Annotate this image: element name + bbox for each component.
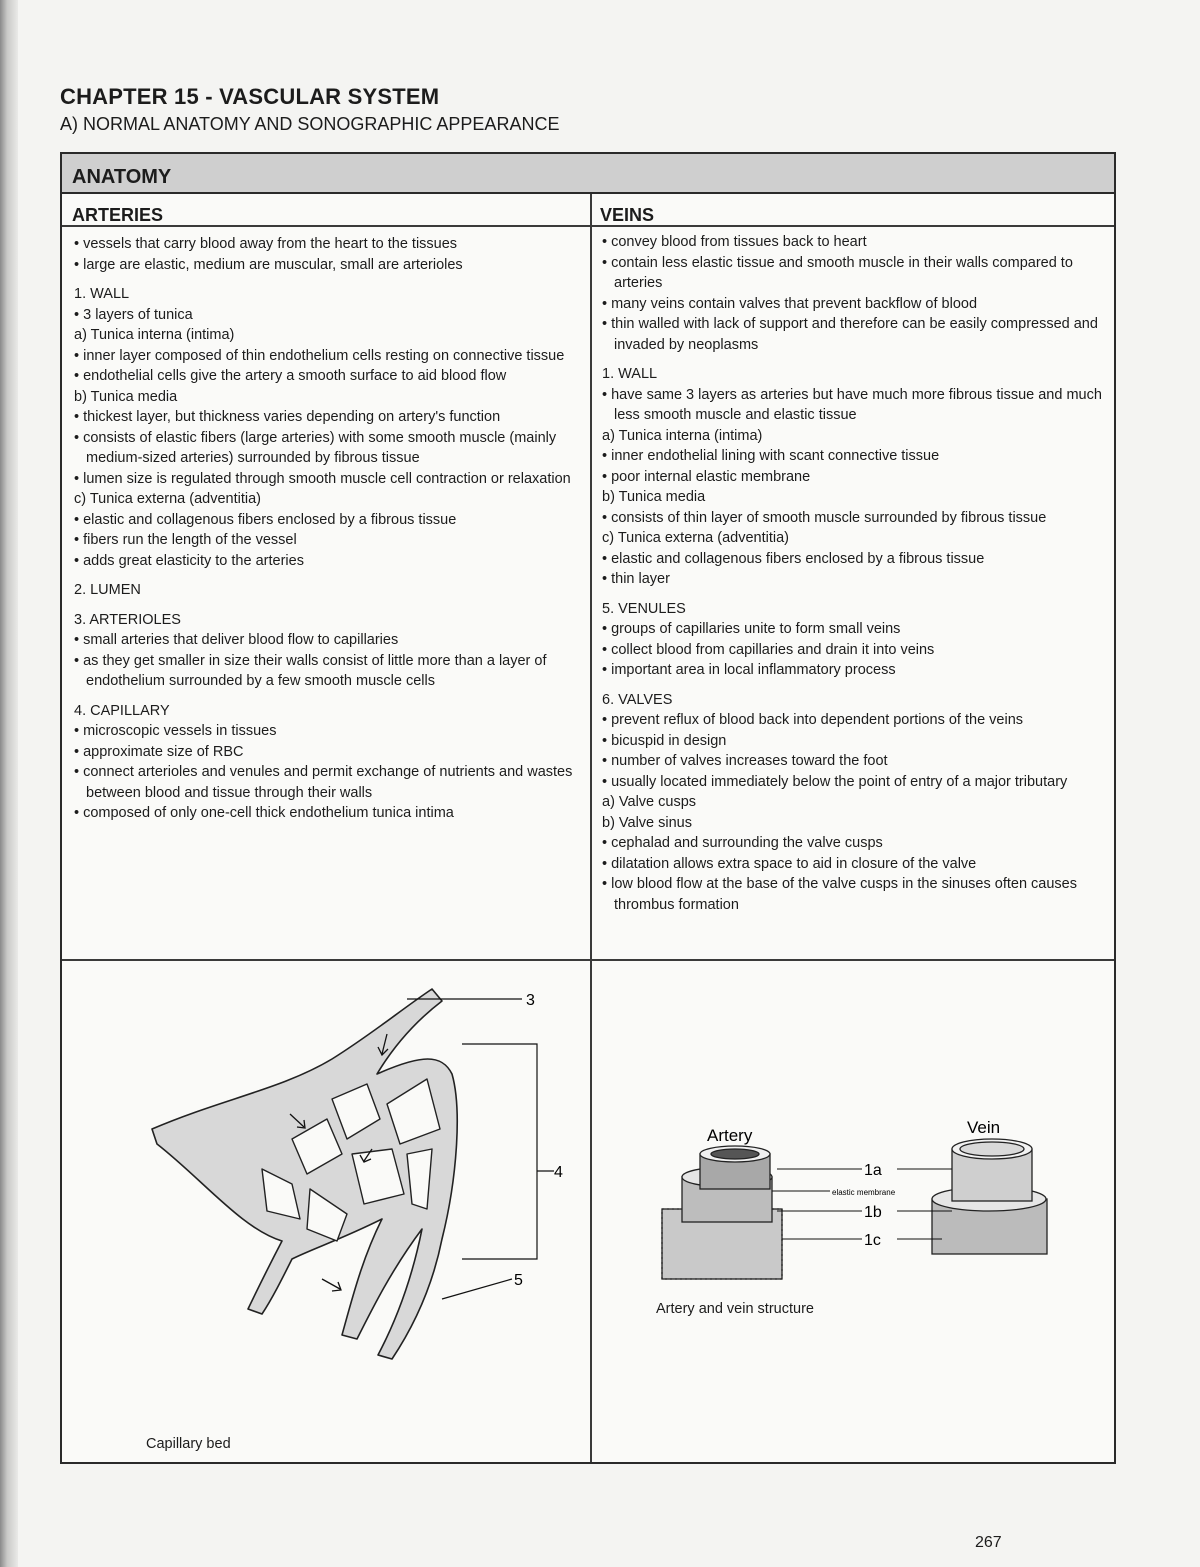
layer-label-1a: 1a bbox=[864, 1162, 882, 1179]
subheading: b) Tunica media bbox=[602, 489, 706, 505]
vein-drawing bbox=[932, 1139, 1047, 1254]
list-item: • large are elastic, medium are muscular, small are arterioles bbox=[74, 256, 463, 273]
list-item: • 3 layers of tunica bbox=[74, 306, 193, 323]
capillary-label-5: 5 bbox=[514, 1272, 523, 1289]
subheading: 5. VENULES bbox=[602, 600, 686, 617]
book-spine-shadow bbox=[0, 0, 18, 1567]
list-item: • adds great elasticity to the arteries bbox=[74, 552, 304, 569]
list-item: • microscopic vessels in tissues bbox=[74, 723, 277, 739]
page-number: 267 bbox=[975, 1534, 1002, 1551]
list-item: • thickest layer, but thickness varies depending on artery's function bbox=[74, 409, 501, 425]
list-item: • poor internal elastic membrane bbox=[602, 468, 811, 485]
header-rule bbox=[62, 225, 1114, 227]
list-item: • important area in local inflammatory process bbox=[602, 662, 896, 678]
veins-heading: VEINS bbox=[600, 205, 655, 225]
capillary-label-3: 3 bbox=[526, 992, 535, 1009]
list-item: • consists of elastic fibers (large arteries) with some smooth muscle (mainly medium-sized arteries) surrounded by fibrous tissue bbox=[74, 429, 557, 466]
list-item: • many veins contain valves that prevent backflow of blood bbox=[602, 295, 978, 312]
elastic-membrane-label: elastic membrane bbox=[832, 1188, 896, 1197]
list-item: • contain less elastic tissue and smooth muscle in their walls compared to arteries bbox=[602, 254, 1073, 291]
list-item: • elastic and collagenous fibers enclosed by a fibrous tissue bbox=[602, 550, 985, 567]
list-item: • have same 3 layers as arteries but have much more fibrous tissue and much less smooth muscle and elastic tissue bbox=[602, 386, 1102, 423]
subheading: c) Tunica externa (adventitia) bbox=[74, 491, 261, 507]
list-item: • vessels that carry blood away from the heart to the tissues bbox=[74, 236, 458, 252]
list-item: • prevent reflux of blood back into dependent portions of the veins bbox=[602, 712, 1024, 728]
artery-drawing bbox=[662, 1146, 782, 1279]
column-divider bbox=[590, 194, 592, 1462]
capillary-bed-illustration bbox=[142, 979, 582, 1409]
artery-vein-illustration bbox=[652, 1109, 1082, 1309]
list-item: • convey blood from tissues back to heart bbox=[602, 234, 867, 250]
anatomy-heading: ANATOMY bbox=[62, 154, 1114, 194]
artery-label: Artery bbox=[707, 1126, 753, 1145]
row-rule bbox=[62, 959, 1114, 961]
list-item: • consists of thin layer of smooth muscle surrounded by fibrous tissue bbox=[602, 509, 1047, 526]
layer-label-1b: 1b bbox=[864, 1204, 882, 1221]
list-item: • usually located immediately below the point of entry of a major tributary bbox=[602, 773, 1068, 790]
list-item: • cephalad and surrounding the valve cusps bbox=[602, 835, 883, 851]
list-item: • bicuspid in design bbox=[602, 732, 727, 749]
list-item: • connect arterioles and venules and permit exchange of nutrients and wastes between blood and tissue through their walls bbox=[74, 764, 573, 801]
list-item: • composed of only one-cell thick endothelium tunica intima bbox=[74, 805, 454, 821]
anatomy-table bbox=[60, 152, 1116, 1464]
list-item: • lumen size is regulated through smooth muscle cell contraction or relaxation bbox=[74, 470, 571, 487]
layer-leader-lines bbox=[772, 1169, 952, 1239]
subheading: 1. WALL bbox=[602, 366, 658, 382]
veins-text bbox=[602, 232, 1107, 915]
list-item: • collect blood from capillaries and drain it into veins bbox=[602, 641, 935, 658]
subheading: a) Tunica interna (intima) bbox=[74, 327, 235, 343]
list-item: • groups of capillaries unite to form small veins bbox=[602, 621, 901, 637]
capillary-caption: Capillary bed bbox=[146, 1436, 231, 1452]
list-item: • endothelial cells give the artery a smooth surface to aid blood flow bbox=[74, 368, 507, 384]
subheading: b) Tunica media bbox=[74, 388, 178, 405]
arteries-text bbox=[74, 234, 579, 824]
subheading: 3. ARTERIOLES bbox=[74, 611, 181, 628]
subheading: 6. VALVES bbox=[602, 691, 673, 708]
vessel-structure-caption: Artery and vein structure bbox=[656, 1301, 814, 1317]
list-item: • as they get smaller in size their walls consist of little more than a layer of endothelium surrounded by a few smooth muscle cells bbox=[74, 652, 547, 689]
subheading: b) Valve sinus bbox=[602, 814, 692, 831]
subheading: c) Tunica externa (adventitia) bbox=[602, 530, 789, 546]
capillary-label-4: 4 bbox=[554, 1164, 563, 1181]
list-item: • low blood flow at the base of the valve cusps in the sinuses often causes thrombus formation bbox=[602, 876, 1077, 913]
list-item: • small arteries that deliver blood flow to capillaries bbox=[74, 632, 399, 648]
subheading: 2. LUMEN bbox=[74, 582, 141, 598]
subheading: 1. WALL bbox=[74, 286, 130, 302]
list-item: • inner layer composed of thin endothelium cells resting on connective tissue bbox=[74, 347, 565, 364]
subheading: 4. CAPILLARY bbox=[74, 702, 170, 719]
list-item: • number of valves increases toward the foot bbox=[602, 753, 888, 769]
section-subtitle: A) NORMAL ANATOMY AND SONOGRAPHIC APPEARANCE bbox=[60, 114, 560, 134]
subheading: a) Valve cusps bbox=[602, 794, 697, 810]
vein-label: Vein bbox=[967, 1118, 1001, 1137]
layer-label-1c: 1c bbox=[864, 1232, 881, 1249]
list-item: • thin walled with lack of support and therefore can be easily compressed and invaded by neoplasms bbox=[602, 316, 1098, 353]
list-item: • elastic and collagenous fibers enclosed by a fibrous tissue bbox=[74, 511, 457, 528]
list-item: • thin layer bbox=[602, 571, 670, 587]
subheading: a) Tunica interna (intima) bbox=[602, 427, 763, 444]
arteries-heading: ARTERIES bbox=[72, 205, 164, 225]
list-item: • inner endothelial lining with scant connective tissue bbox=[602, 448, 940, 464]
list-item: • approximate size of RBC bbox=[74, 743, 244, 760]
chapter-title: CHAPTER 15 - VASCULAR SYSTEM bbox=[60, 84, 440, 109]
list-item: • fibers run the length of the vessel bbox=[74, 532, 297, 548]
list-item: • dilatation allows extra space to aid in closure of the valve bbox=[602, 855, 977, 872]
